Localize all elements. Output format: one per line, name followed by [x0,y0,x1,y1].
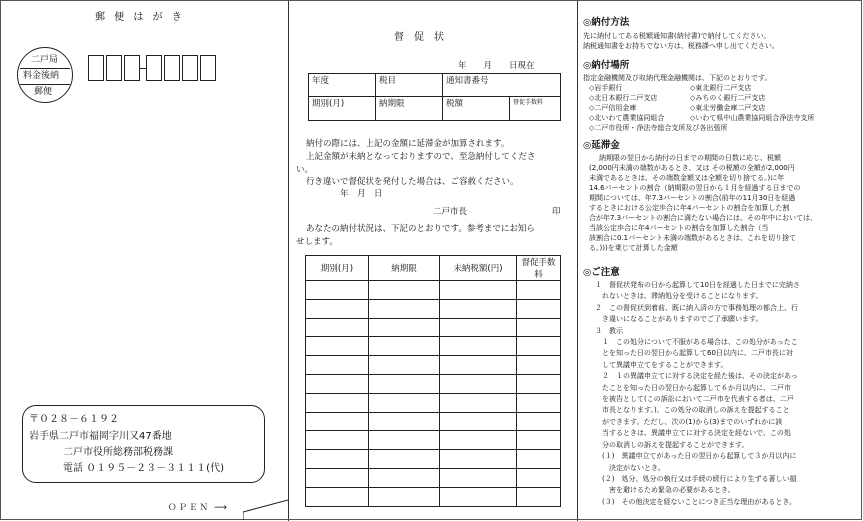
late-fee-line: 合が年7.3パーセントの割合に満たない場合には、その年中においては、 [589,214,817,222]
table-row [306,431,561,450]
table-cell [306,337,369,356]
table-row [306,318,561,337]
list-item [583,113,858,123]
table-cell [517,431,561,450]
table-cell [306,356,369,375]
bank-name: ◇二戸信用金庫 [589,104,637,112]
payment-method-title: ◎納付方法 [583,17,630,28]
table-cell [517,299,561,318]
notice-title: 督 促 状 [394,32,444,43]
stamp-line-3: 郵便 [34,87,53,97]
table-cell [440,281,517,300]
stamp-divider-2 [20,84,70,85]
sender-zip: 〒０２８－６１９２ [29,414,119,425]
notes-line: (２) 処分、処分の執行又は手続の続行により生ずる著しい損 [595,474,797,483]
notice-top-table [308,73,561,121]
bank-name: ◇東北労働金庫二戸支店 [690,104,766,112]
table-cell [440,356,517,375]
late-fee-line: するときにおける公定歩合に年4パーセントの割合を加算した割 [589,204,790,212]
notes-line: とを知った日の翌日から起算して60日以内に、二戸市長に対 [595,349,793,358]
table-cell [440,393,517,412]
table-cell [517,356,561,375]
list-item [583,93,858,103]
sender-address: 岩手県二戸市福岡字川又47番地 [29,431,172,442]
header-dunning-fee: 督促手数料 [517,256,561,281]
bank-list [583,83,858,133]
notice-mayor: 二戸市長 [433,207,468,217]
table-cell [440,450,517,469]
table-cell [369,356,440,375]
col-due-date: 納期限 [376,97,443,121]
table-cell [369,281,440,300]
postal-code-box-5 [164,55,180,81]
table-cell [440,468,517,487]
payment-place-title: ◎納付場所 [583,60,630,71]
table-cell [440,431,517,450]
notes-line: (３) その他決定を経ないことにつき正当な理由があるとき。 [595,497,797,506]
notice-date-line: 年 月 日現在 [458,61,535,71]
payment-method-line-1: 先に納付してある税額通知書(納付書)で納付してください。 [583,32,771,40]
table-row [306,450,561,469]
late-fee-line: 該割合に0.1パーセント未満の端数があるときは、これを切り捨て [589,234,796,242]
notes-line: たことを知った日の翌日から起算して６か月以内に、二戸市 [595,383,791,392]
table-cell [306,431,369,450]
notice-body1-line-3: い。 [296,165,314,175]
table-cell [369,468,440,487]
bank-name: ◇北いわて農業協同組合 [589,114,665,122]
col-period: 期別(月) [309,97,376,121]
table-cell [306,281,369,300]
late-fee-line: 14.6パーセントの割合（納期限の翌日から１月を経過する日までの [589,184,801,192]
sender-address-box [22,405,265,483]
open-label[interactable]: ＯＰＥＮ [168,503,211,513]
table-cell [440,337,517,356]
notice-body1-line-2: 上記金額が未納となっておりますので、至急納付してくださ [306,152,536,162]
table-row [306,299,561,318]
list-item [583,103,858,113]
notes-line: (１) 異議申立てがあった日の翌日から起算して３か月以内に [595,452,797,461]
table-cell [306,487,369,506]
postal-code-box-3 [124,55,140,81]
notes-line: き違いになることがありますのでご了承願います。 [595,315,763,324]
table-cell [440,299,517,318]
table-cell [306,393,369,412]
stamp-line-1: 二戸局 [31,55,59,65]
table-cell [369,393,440,412]
postal-code-box-6 [182,55,198,81]
postal-code-box-4 [146,55,162,81]
table-cell [306,299,369,318]
notes-line: ２ この督促状到着前、既に納入済の方で事務処理の都合上、行 [595,303,798,312]
postcard-title: 郵 便 は が き [95,12,185,23]
sender-phone: 電話 ０１９５－２３－３１１１(代) [63,463,224,474]
notice-body1-line-1: 納付の際には、上記の金額に延滞金が加算されます。 [306,139,510,149]
notice-body2-line-1: あなたの納付状況は、下記のとおりです。参考までにお知ら [306,224,535,234]
bank-name: ◇東北銀行二戸支店 [690,84,752,92]
col-tax-amount: 税額 [443,97,510,121]
table-cell [517,487,561,506]
header-period: 期別(月) [306,256,369,281]
notes-line: ３ 教示 [595,326,623,335]
table-row [306,374,561,393]
table-cell [369,299,440,318]
stamp-divider [20,68,70,69]
table-cell [517,318,561,337]
bank-name: ◇岩手銀行 [589,84,623,92]
table-row [306,468,561,487]
table-cell [517,393,561,412]
table-cell [517,468,561,487]
list-item [583,83,858,93]
bank-name: ◇北日本銀行二戸支店 [589,94,658,102]
table-row [306,356,561,375]
col-fiscal-year: 年度 [309,74,376,97]
table-cell [369,431,440,450]
table-cell [369,374,440,393]
late-fee-line: 当該公定歩合に年4パーセントの割合を加算した割合（当 [589,224,769,232]
notes-line: 害を避けるため緊急の必要があるとき。 [595,486,735,495]
notice-body1-line-4: 行き違いで督促状を発付した場合は、ご容赦ください。 [306,177,519,187]
table-cell [369,412,440,431]
postal-code-box-7 [200,55,216,81]
late-fee-title: ◎延滞金 [583,140,620,151]
late-fee-text [583,153,858,253]
table-row [306,281,561,300]
table-cell [306,412,369,431]
table-cell [306,374,369,393]
table-cell [517,374,561,393]
table-cell [306,450,369,469]
table-cell [440,374,517,393]
table-cell [440,318,517,337]
notice-body2-line-2: せします。 [296,237,338,247]
table-cell [517,450,561,469]
late-fee-line: 未満であるときは、その端数金額又は全額を切り捨てる。)に年 [589,174,785,182]
table-cell [369,337,440,356]
table-cell [440,487,517,506]
table-cell [517,412,561,431]
table-cell [369,487,440,506]
table-row [306,393,561,412]
col-notice-number: 通知書番号 [443,74,561,97]
payment-place-intro: 指定金融機関及び収納代理金融機関は、下記のとおりです。 [583,74,772,82]
late-fee-line: (2,000円未満の端数があるとき、又は その税額の全額が2,000円 [589,164,795,172]
notes-line: 決定がないとき。 [595,463,665,472]
notes-text [583,280,858,508]
notes-line: １ この処分について不服がある場合は、この処分があったこ [595,338,798,347]
notes-title: ◎ご注意 [583,267,620,278]
notes-line: 当するときは、異議申立てに対する決定を経ないで、この処 [595,429,791,438]
notes-line: を被告として(この訴訟において二戸市を代表する者は、二戸 [595,395,794,404]
list-item [583,123,858,133]
table-cell [517,337,561,356]
table-cell [440,412,517,431]
postal-code-box-1 [88,55,104,81]
notice-date2: 年 月 日 [340,189,383,199]
postal-code-box-2 [106,55,122,81]
table-row [306,337,561,356]
late-fee-line: る。)))を乗じて計算した金額 [589,244,678,252]
notes-line: して異議申立てをすることができます。 [595,360,728,369]
notes-line: １ 督促状発布の日から起算して10日を経過した日までに完納さ [595,281,800,289]
table-cell [306,468,369,487]
notes-line: ２ １の異議申立てに対する決定を経た後は、その決定があっ [595,372,798,381]
notes-line: 市長となります。)、この処分の取消しの訴えを提起すること [595,406,790,415]
sender-department: 二戸市役所総務部税務課 [63,447,173,458]
table-row [306,487,561,506]
stamp-line-2: 料金後納 [23,71,60,81]
bank-name: ◇みちのく銀行二戸支店 [690,94,766,102]
table-cell [517,281,561,300]
table-row [306,412,561,431]
col-tax-item: 税目 [376,74,443,97]
late-fee-line: 納期限の翌日から納付の日までの期間の日数に応じ、税額 [599,154,781,162]
col-dunning-fee: 督促手数料 [510,97,561,121]
open-corner-flap-icon[interactable] [243,498,288,520]
notes-line: れないときは、滞納処分を受けることになります。 [595,292,763,301]
postage-paid-stamp [17,47,73,103]
notes-line: 分の取消しの訴えを提起することができます。 [595,440,749,449]
payment-status-table [305,255,561,507]
notice-seal: 印 [552,207,561,217]
open-arrow-icon: ⟶ [214,503,227,513]
table-cell [306,318,369,337]
bank-name: ◇いわて県中山農業協同組合浄法寺支所 [690,114,815,122]
payment-method-line-2: 納税通知書をお持ちでない方は、税務課へ申し出てください。 [583,42,779,50]
table-cell [369,318,440,337]
header-due-date: 納期限 [369,256,440,281]
table-cell [369,450,440,469]
bank-name: ◇二戸市役所・浄法寺総合支所及び各出張所 [589,124,728,132]
late-fee-line: 期間については、年7.3パーセントの割合(前年の11月30日を経過 [589,194,796,202]
payment-status-rows [306,281,561,507]
header-unpaid-tax: 未納税額(円) [440,256,517,281]
notes-line: ができます。ただし、次の(1)から(3)までのいずれかに該 [595,417,783,426]
